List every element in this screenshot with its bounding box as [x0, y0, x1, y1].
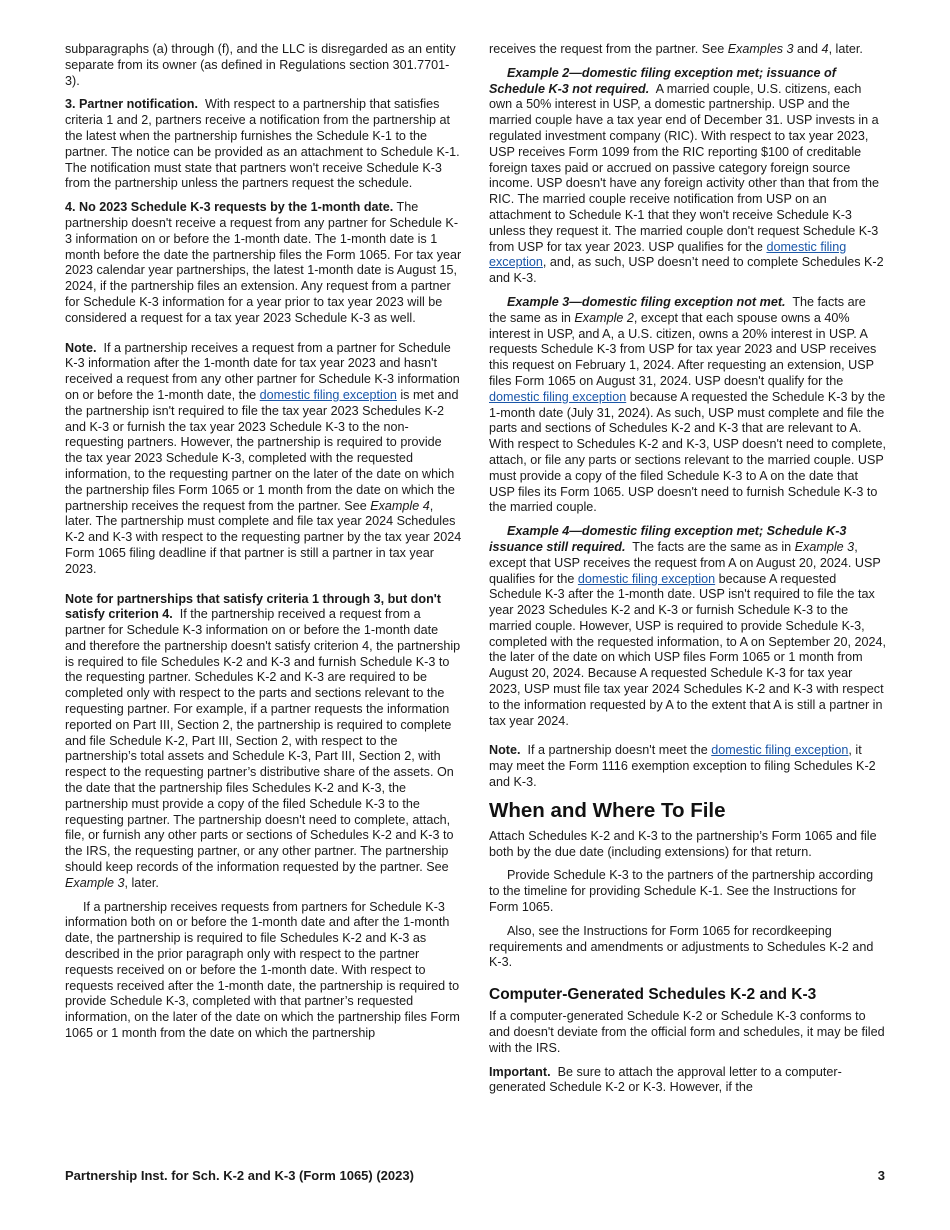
criterion-3-heading: 3. Partner notification. [65, 97, 198, 112]
note-2-heading: Note for partnerships that satisfy criteria 1 through 3, but don't satisfy criterion 4. [65, 591, 441, 622]
footer-title: Partnership Inst. for Sch. K-2 and K-3 (Form 1065) (2023) [65, 1168, 414, 1183]
computer-generated-heading: Computer-Generated Schedules K-2 and K-3 [489, 986, 817, 1004]
when-where-heading: When and Where To File [489, 798, 726, 822]
domestic-filing-exception-link[interactable]: domestic filing exception [577, 571, 716, 586]
example-4-heading: Example 4—domestic filing exception met; Schedule K-3 issuance still required. [489, 524, 847, 554]
left-column [65, 42, 462, 1050]
paragraph-requests: If a partnership receives requests from partners for Schedule K-3 information both on or before the 1-month date and after the 1-month date, the partnership is required to file Schedules K-2 and K-3 as described in the prior paragraph only with respect to the partner requests received on or before the 1-month date. With respect to requests received after the 1-month date, the partnership is required to provide Schedule K-3, completed with that partner’s requested information, on the later of the date on which the partnership files Form 1065 or 1 month from the date on which the partnership [65, 899, 460, 1041]
when-paragraph-1: Attach Schedules K-2 and K-3 to the partnership’s Form 1065 and file both by the due date (including extensions) for that return. [489, 828, 877, 859]
example-2-heading: Example 2—domestic filing exception met; issuance of Schedule K-3 not required. [489, 65, 836, 96]
note-2: Note for partnerships that satisfy criteria 1 through 3, but don't satisfy criterion 4. If the partnership received a request from a partner for Schedule K-3 information on or before the 1-month date and therefore the partnership doesn't satisfy criterion 4, the partnership is required to file Schedules K-2 and K-3 and furnish Schedule K-3 to the requesting partner. Schedules K-2 and K-3 are required to be completed only with respect to the parts and sections relevant to the requesting partner. For example, if a partner requests the information reported on Part III, Section 2, the partnership is required to complete and file Schedule K-2, Part III, Section 2, with respect to the partnership’s total assets and Schedule K-3, Part III, Section 2, with respect to the requesting partner’s distributive share of the assets. On the date that the partnership files Schedules K-2 and K-3, the partnership must provide a copy of the filed Schedule K-3 to the requesting partner. The partnership doesn't need to complete, attach, file, or furnish any other parts or sections of Schedules K-2 and K-3 to the IRS, the requesting partner, or any other partner. The partnership should keep records of the information requested by the partner. See Example 3, later. [65, 591, 461, 890]
paragraph-continued-right: receives the request from the partner. See Examples 3 and 4, later. [489, 42, 863, 56]
criterion-3: 3. Partner notification. With respect to a partnership that satisfies criteria 1 and 2, partners receive a notification from the partnership at the latest when the partnership furnishes the Schedule K-1 to the partner. The notice can be provided as an attachment to Schedule K-1. The notification must state that partners won't receive Schedule K-3 from the partnership unless the partners request the schedule. [65, 97, 460, 191]
when-paragraph-3: Also, see the Instructions for Form 1065 for recordkeeping requirements and amendments or adjustments to Schedules K-2 and K-3. [489, 923, 874, 970]
domestic-filing-exception-link[interactable]: domestic filing exception [259, 387, 397, 402]
when-paragraph-2: Provide Schedule K-3 to the partners of the partnership according to the timeline for providing Schedule K-1. See the Instructions for Form 1065. [489, 868, 874, 915]
domestic-filing-exception-link[interactable]: domestic filing exception [489, 389, 627, 404]
page-number: 3 [877, 1168, 885, 1183]
right-column [489, 42, 886, 1104]
criterion-4-heading: 4. No 2023 Schedule K-3 requests by the 1-month date. [65, 200, 394, 215]
note-1: Note. If a partnership receives a request from a partner for Schedule K-3 information after the 1-month date for tax year 2023 and hasn't received a request from any other partner for Schedule K-3 information on or before the 1-month date, the domestic filing exception is met and the partnership isn't required to file the tax year 2023 Schedules K-2 and K-3 or furnish the tax year 2023 Schedule K-3 to the non-requesting partners. However, the partnership is required to provide the tax year 2023 Schedule K-3, completed with the requested information, to the requesting partner on the later of the date on which the partnership files Form 1065 or 1 month from the date on which the partnership receives the request from the partner. See Example 4, later. The partnership must complete and file tax year 2024 Schedules K-2 and K-3 with respect to the requesting partner by the tax year 2024 Form 1065 filing deadline if that partner is still a partner in tax year 2023. [65, 340, 462, 576]
paragraph-continued: subparagraphs (a) through (f), and the LLC is disregarded as an entity separate from its owner (as defined in Regulations section 301.7701-3). [65, 42, 456, 88]
important-paragraph: Important. Be sure to attach the approval letter to a computer-generated Schedule K-2 or K-3. However, if the [489, 1064, 842, 1095]
criterion-4: 4. No 2023 Schedule K-3 requests by the 1-month date. The partnership doesn't receive a request from any partner for Schedule K-3 information on or before the 1-month date. The 1-month date is 1 month before the date the partnership files the Form 1065. For tax year 2023 calendar year partnerships, the latest 1-month date is August 15, 2024, if the partnership files an extension. Any request from a partner for Schedule K-3 information for a year prior to tax year 2023 will be considered a request for a tax year 2023 Schedule K-3 as well. [65, 200, 462, 325]
computer-generated-paragraph: If a computer-generated Schedule K-2 or Schedule K-3 conforms to and doesn't deviate from the official form and schedules, it may be filed with the IRS. [489, 1009, 885, 1055]
important-heading: Important. [489, 1064, 551, 1079]
note-right-heading: Note. [489, 743, 521, 758]
example-3-heading: Example 3—domestic filing exception not met. [507, 294, 786, 309]
note-right: Note. If a partnership doesn't meet the domestic filing exception, it may meet the Form 1116 exemption exception to filing Schedules K-2 and K-3. [489, 743, 876, 790]
example-3: Example 3—domestic filing exception not met. The facts are the same as in Example 2, except that each spouse owns a 40% interest in USP, and A, a U.S. citizen, owns a 20% interest in USP. A requests Schedule K-3 from USP for tax year 2023 and USP receives this request on February 1, 2024. After requesting an extension, USP files Form 1065 on August 31, 2024. USP doesn't qualify for the domestic filing exception because A requested the Schedule K-3 by the 1-month date (July 31, 2024). As such, USP must complete and file the parts and sections of Schedules K-2 and K-3 that are relevant to A. With respect to Schedules K-2 and K-3, USP doesn't need to complete, attach, or file any parts or sections relevant to the married couple. USP must provide a copy of the filed Schedule K-3 to A on the date that USP files its Form 1065. USP doesn't need to furnish Schedule K-3 to the married couple. [489, 294, 886, 515]
note-1-heading: Note. [65, 340, 97, 355]
example-4: Example 4—domestic filing exception met; Schedule K-3 issuance still required. The facts are the same as in Example 3, except that USP receives the request from A on August 20, 2024. USP qualifies for the domestic filing exception because A requested Schedule K-3 after the 1-month date. USP isn't required to file the tax year 2023 Schedules K-2 and K-3 or furnish Schedule K-3 to the married couple. However, USP is required to provide Schedule K-3, completed with the requested information, to A on September 20, 2024, the later of the date on which USP files Form 1065 or 1 month from August 20, 2024. Because A requested Schedule K-3 for tax year 2023, USP must file tax year 2024 Schedules K-2 and K-3 with respect to the information requested by A to the extent that A is still a partner in tax year 2024. [489, 524, 886, 728]
domestic-filing-exception-link[interactable]: domestic filing exception [489, 239, 847, 270]
example-2: Example 2—domestic filing exception met; issuance of Schedule K-3 not required. A married couple, U.S. citizens, each own a 50% interest in USP, a domestic partnership. USP and the married couple have a tax year end of December 31. USP invests in a regulated investment company (RIC). With respect to tax year 2023, USP receives Form 1099 from the RIC reporting $100 of creditable foreign taxes paid or accrued on passive category foreign source income. USP doesn't have any foreign activity other than that from the RIC. The married couple receive notification from USP on an attachment to Schedule K-1 that they won't receive Schedule K-3 unless they request it. The married couple don't request Schedule K-3 from USP for tax year 2023. USP qualifies for the domestic filing exception, and, as such, USP doesn’t need to complete Schedules K-2 and K-3. [489, 65, 884, 286]
domestic-filing-exception-link[interactable]: domestic filing exception [711, 743, 849, 758]
